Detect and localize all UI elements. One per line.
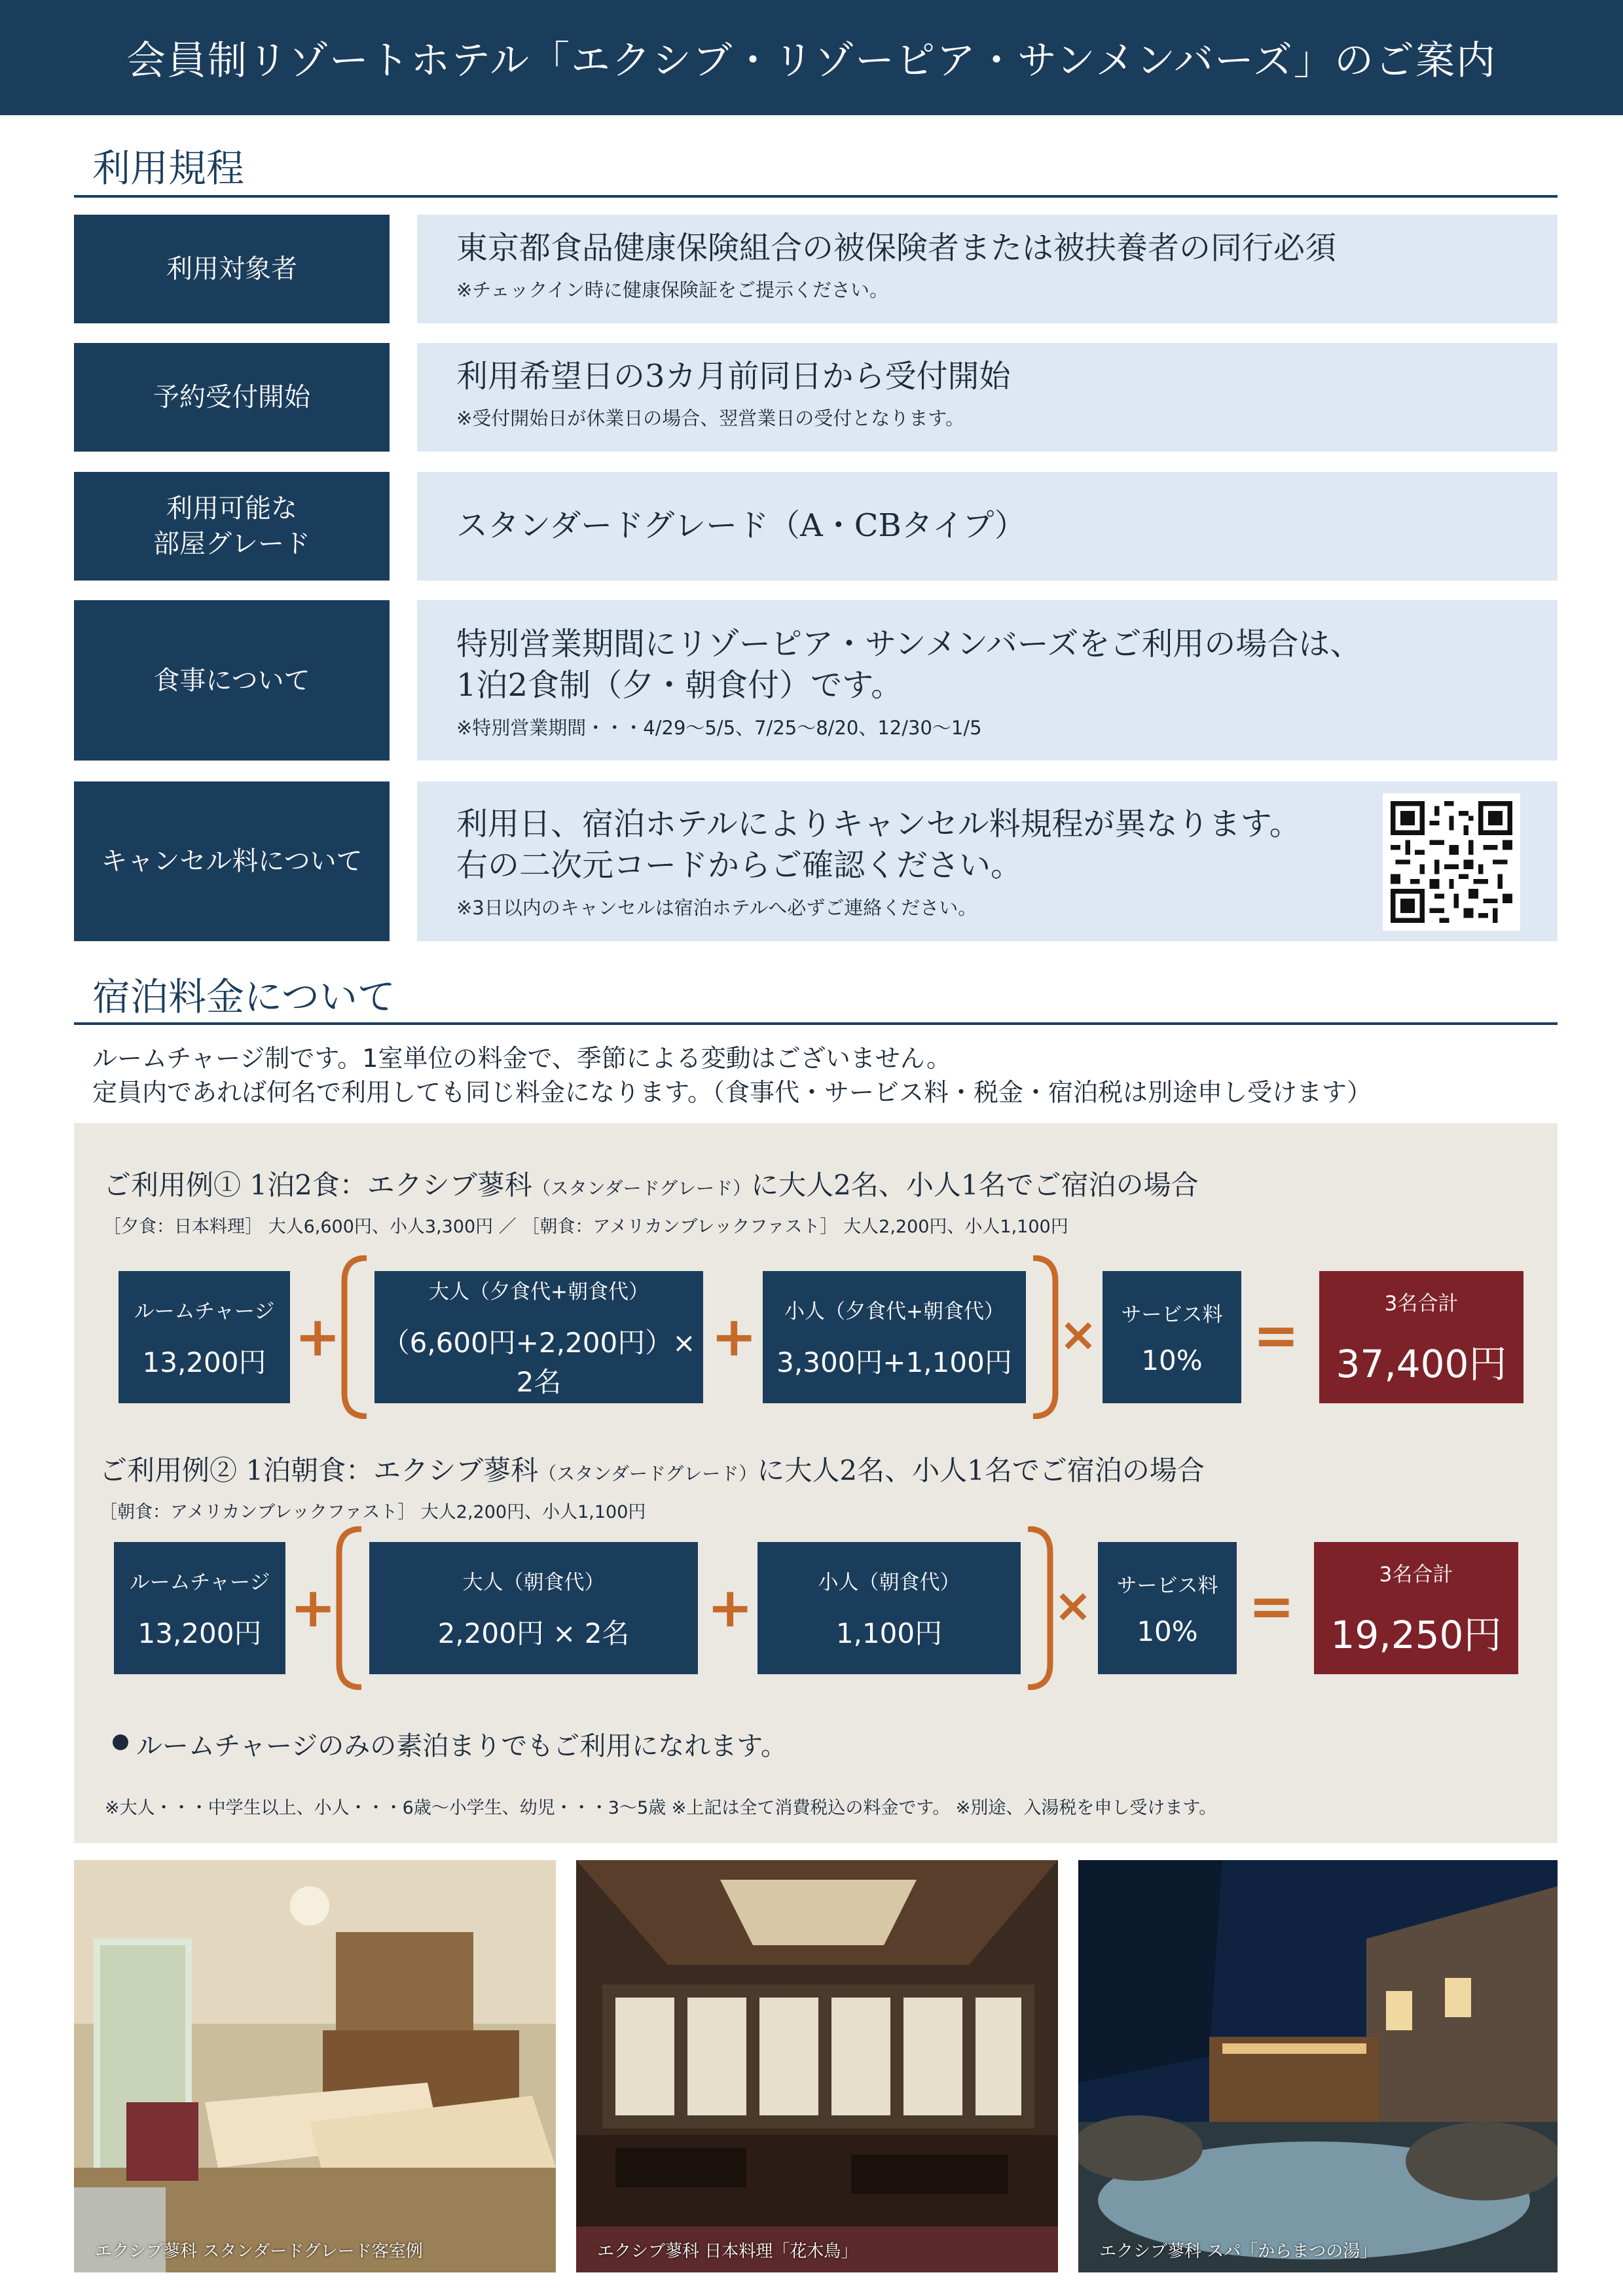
example1-title-tail: に大人2名、小人1名でご宿泊の場合 [751,1169,1199,1201]
page-title: 会員制リゾートホテル「エクシブ・リゾーピア・サンメンバーズ」のご案内 [126,38,1497,84]
rule-label-room-grade: 利用可能な 部屋グレード [74,472,390,581]
section-divider [74,195,1558,198]
rule-main-text: 特別営業期間にリゾーピア・サンメンバーズをご利用の場合は、 1泊2食制（夕・朝食付）です。 [456,626,1362,704]
rule-note-text: ※特別営業期間・・・4/29～5/5、7/25～8/20、12/30～1/5 [456,716,982,739]
example1-total-box [1319,1271,1523,1403]
multiply-icon: × [1059,1308,1098,1361]
rule-content-reservation [417,343,1558,452]
restaurant-image [576,1860,1058,2272]
open-bracket-icon [338,1255,371,1419]
plus-icon: + [290,1575,337,1640]
example2-title [100,1449,1205,1488]
example2-adult-box [369,1542,698,1674]
example1-title-head: ご利用例① 1泊2食：エクシブ蓼科 [103,1169,532,1201]
equals-icon: = [1253,1303,1300,1367]
rule-main-text: 利用希望日の3カ月前同日から受付開始 [456,358,1011,395]
example1-service-box [1103,1271,1241,1403]
rule-note-text: ※3日以内のキャンセルは宿泊ホテルへ必ずご連絡ください。 [456,896,977,919]
qr-code-icon[interactable] [1383,793,1520,931]
box-label: 小人（朝食代） [818,1570,960,1594]
rule-main-text: 利用日、宿泊ホテルによりキャンセル料規程が異なります。 右の二次元コードからご確認ください。 [456,806,1301,884]
box-value: 2,200円 × 2名 [437,1617,630,1649]
example1-adult-box [374,1271,703,1403]
photo-guest-room [74,1860,556,2272]
open-bracket-icon [333,1526,365,1690]
guest-room-image [74,1860,556,2272]
photo-caption: エクシブ蓼科 スパ「からまつの湯」 [1099,2242,1377,2261]
fees-section-title: 宿泊料金について [92,975,395,1019]
rule-main-text: 東京都食品健康保険組合の被保険者または被扶養者の同行必須 [456,230,1337,266]
rule-content-meals [417,600,1558,761]
rule-label-eligibility: 利用対象者 [74,215,390,323]
rule-note-text: ※受付開始日が休業日の場合、翌営業日の受付となります。 [456,407,964,430]
box-label: 3名合計 [1384,1291,1459,1316]
rule-label-reservation: 予約受付開始 [74,343,390,452]
example2-room-charge-box [114,1542,285,1674]
example2-title-tail: に大人2名、小人1名でご宿泊の場合 [757,1454,1205,1486]
box-label: 大人（朝食代） [462,1570,605,1594]
box-label: ルームチャージ [129,1570,270,1594]
box-value: 10% [1137,1615,1198,1647]
example1-grade: （スタンダードグレード） [532,1177,752,1199]
example1-room-charge-box [119,1271,290,1403]
section-divider [74,1022,1558,1025]
example2-total-box [1314,1542,1518,1674]
example2-note: ［朝食：アメリカンブレックファスト］ 大人2,200円、小人1,100円 [100,1502,646,1522]
box-label: サービス料 [1116,1574,1218,1598]
box-value: 10% [1141,1344,1203,1376]
example1-note: ［夕食：日本料理］ 大人6,600円、小人3,300円 ／ ［朝食：アメリカンブレックファスト］ 大人2,200円、小人1,100円 [103,1217,1068,1237]
example2-grade: （スタンダードグレード） [538,1463,757,1484]
box-value: 13,200円 [142,1346,266,1378]
rule-label-cancellation: キャンセル料について [74,781,390,941]
box-value: 13,200円 [137,1617,262,1649]
rule-content-room-grade [417,472,1558,581]
rule-label-meals: 食事について [74,600,390,761]
box-label: 大人（夕食代+朝食代） [429,1280,649,1304]
box-label: 小人（夕食代+朝食代） [784,1299,1004,1323]
rule-main-text: スタンダードグレード（A・CBタイプ） [456,507,1026,545]
plus-icon: + [295,1304,341,1369]
example2-child-box [757,1542,1021,1674]
photo-restaurant [576,1860,1058,2272]
photo-caption: エクシブ蓼科 日本料理「花木鳥」 [597,2242,858,2261]
plus-icon: + [711,1304,757,1369]
multiply-icon: × [1053,1579,1093,1632]
box-value: 19,250円 [1330,1612,1502,1657]
photo-caption: エクシブ蓼科 スタンダードグレード客室例 [95,2242,423,2261]
box-label: サービス料 [1121,1303,1223,1327]
example1-title [103,1164,1199,1203]
example2-title-head: ご利用例② 1泊朝食：エクシブ蓼科 [100,1454,539,1486]
rule-content-eligibility [417,215,1558,323]
photo-spa [1078,1860,1560,2272]
page-header [0,0,1623,115]
equals-icon: = [1249,1574,1295,1638]
box-value: 3,300円+1,100円 [776,1346,1012,1378]
fees-intro-line1: ルームチャージ制です。1室単位の料金で、季節による変動はございません。 [92,1044,952,1073]
example2-service-box [1098,1542,1237,1674]
rule-note-text: ※チェックイン時に健康保険証をご提示ください。 [456,279,888,302]
plus-icon: + [707,1575,754,1640]
box-label: ルームチャージ [134,1299,275,1323]
example1-child-box [763,1271,1026,1403]
rules-section-title: 利用規程 [92,146,245,190]
fees-intro-line2: 定員内であれば何名で利用しても同じ料金になります。（食事代・サービス料・税金・宿泊税は別途申し受けます） [92,1078,1372,1107]
spa-image [1078,1860,1558,2272]
box-value: 1,100円 [835,1617,943,1649]
footnote-text: ※大人・・・中学生以上、小人・・・6歳～小学生、幼児・・・3～5歳 ※上記は全て消費税込の料金です。 ※別途、入湯税を申し受けます。 [105,1798,1217,1818]
bullet-dot-icon [113,1734,128,1750]
box-value: 37,400円 [1336,1341,1507,1386]
bullet-text: ルームチャージのみの素泊まりでもご利用になれます。 [136,1731,787,1761]
box-label: 3名合計 [1379,1562,1453,1587]
box-value: （6,600円+2,200円）× 2名 [382,1326,696,1398]
